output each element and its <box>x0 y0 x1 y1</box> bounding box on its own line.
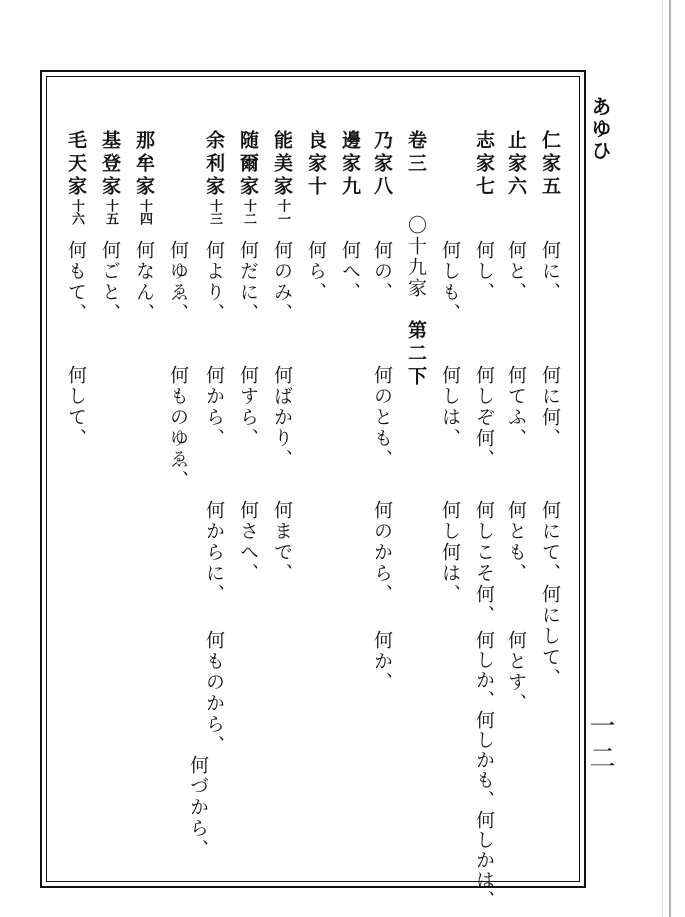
section-number: 十三 <box>207 199 222 225</box>
section-label: 邊家九 <box>339 130 361 199</box>
section-number: 十四 <box>137 199 152 225</box>
section-label: 仁家五 <box>539 130 561 199</box>
entry: 何にて、何にして、 <box>539 500 561 689</box>
entry: 何に、 <box>539 240 561 303</box>
section-label: 志家七 <box>473 130 495 199</box>
entry: 何ゆゑ、 <box>167 240 189 324</box>
page-number: 一二 <box>585 712 615 776</box>
entry: 何して、 <box>65 365 87 449</box>
entry: 何まで、 <box>271 500 293 584</box>
section-label-name: 能美家 <box>271 130 293 199</box>
section-label: 止家六 <box>505 130 527 199</box>
section-label-name: 随爾家 <box>237 130 259 199</box>
volume-label: 卷三 <box>405 130 427 176</box>
section-label: 良家十 <box>305 130 327 199</box>
entry: 何から、 <box>203 365 225 449</box>
entry: 何とも、 <box>505 500 527 584</box>
section-number: 十二 <box>241 199 256 225</box>
entry: 何のから、 <box>371 500 393 605</box>
section-label: 乃家八 <box>371 130 393 199</box>
section-label-name: 基登家 <box>99 130 121 199</box>
scan-edge-line <box>669 0 671 917</box>
entry: 何か、 <box>371 630 393 693</box>
section-label <box>100 130 119 225</box>
section-label-name: 那牟家 <box>133 130 155 199</box>
scan-edge-line-faint <box>662 0 663 917</box>
entry: 何のみ、 <box>271 240 293 324</box>
section-label-name: 余利家 <box>203 130 225 199</box>
entry: 何しは、 <box>439 365 461 449</box>
entry: 何の、 <box>371 240 393 303</box>
entry: 何とす、 <box>505 630 527 714</box>
entry: 何のとも、 <box>371 365 393 470</box>
entry: 何しこそ何、 <box>473 500 495 626</box>
entry: 何しも、 <box>439 240 461 324</box>
entry: 何ごと、 <box>99 240 121 324</box>
entry: 何し、 <box>473 240 495 303</box>
entry: 何と、 <box>505 240 527 303</box>
entry: 何もて、 <box>65 240 87 324</box>
part-heading: 第二下 <box>405 320 427 389</box>
entry: 何ものから、 <box>203 630 225 756</box>
entry: 何なん、 <box>133 240 155 324</box>
entry: 何だに、 <box>237 240 259 324</box>
section-number: 十一 <box>275 199 290 225</box>
entry: 何てふ、 <box>505 365 527 449</box>
entry: 何ばかり、 <box>271 365 293 470</box>
section-label <box>272 130 291 225</box>
entry: 何さへ、 <box>237 500 259 584</box>
entry: 何に何、 <box>539 365 561 449</box>
entry: 何ものゆゑ、 <box>167 365 189 491</box>
section-number: 十六 <box>69 199 84 225</box>
running-title: あゆひ <box>588 96 612 162</box>
entry: 何ら、 <box>305 240 327 303</box>
section-label-name: 毛天家 <box>65 130 87 199</box>
entry: 何すら、 <box>237 365 259 449</box>
section-label <box>238 130 257 225</box>
section-number: 十五 <box>103 199 118 225</box>
entry: 何しか、何しかも、何しかは、 <box>473 630 495 910</box>
entry: 何より、 <box>203 240 225 324</box>
entry: 何づから、 <box>187 755 209 860</box>
section-heading: 〇十九家 <box>405 215 427 299</box>
entry: 何し何は、 <box>439 500 461 605</box>
entry: 何しぞ何、 <box>473 365 495 470</box>
entry: 何へ、 <box>339 240 361 303</box>
section-label <box>134 130 153 225</box>
entry: 何からに、 <box>203 500 225 605</box>
section-label <box>66 130 85 225</box>
section-label <box>204 130 223 225</box>
